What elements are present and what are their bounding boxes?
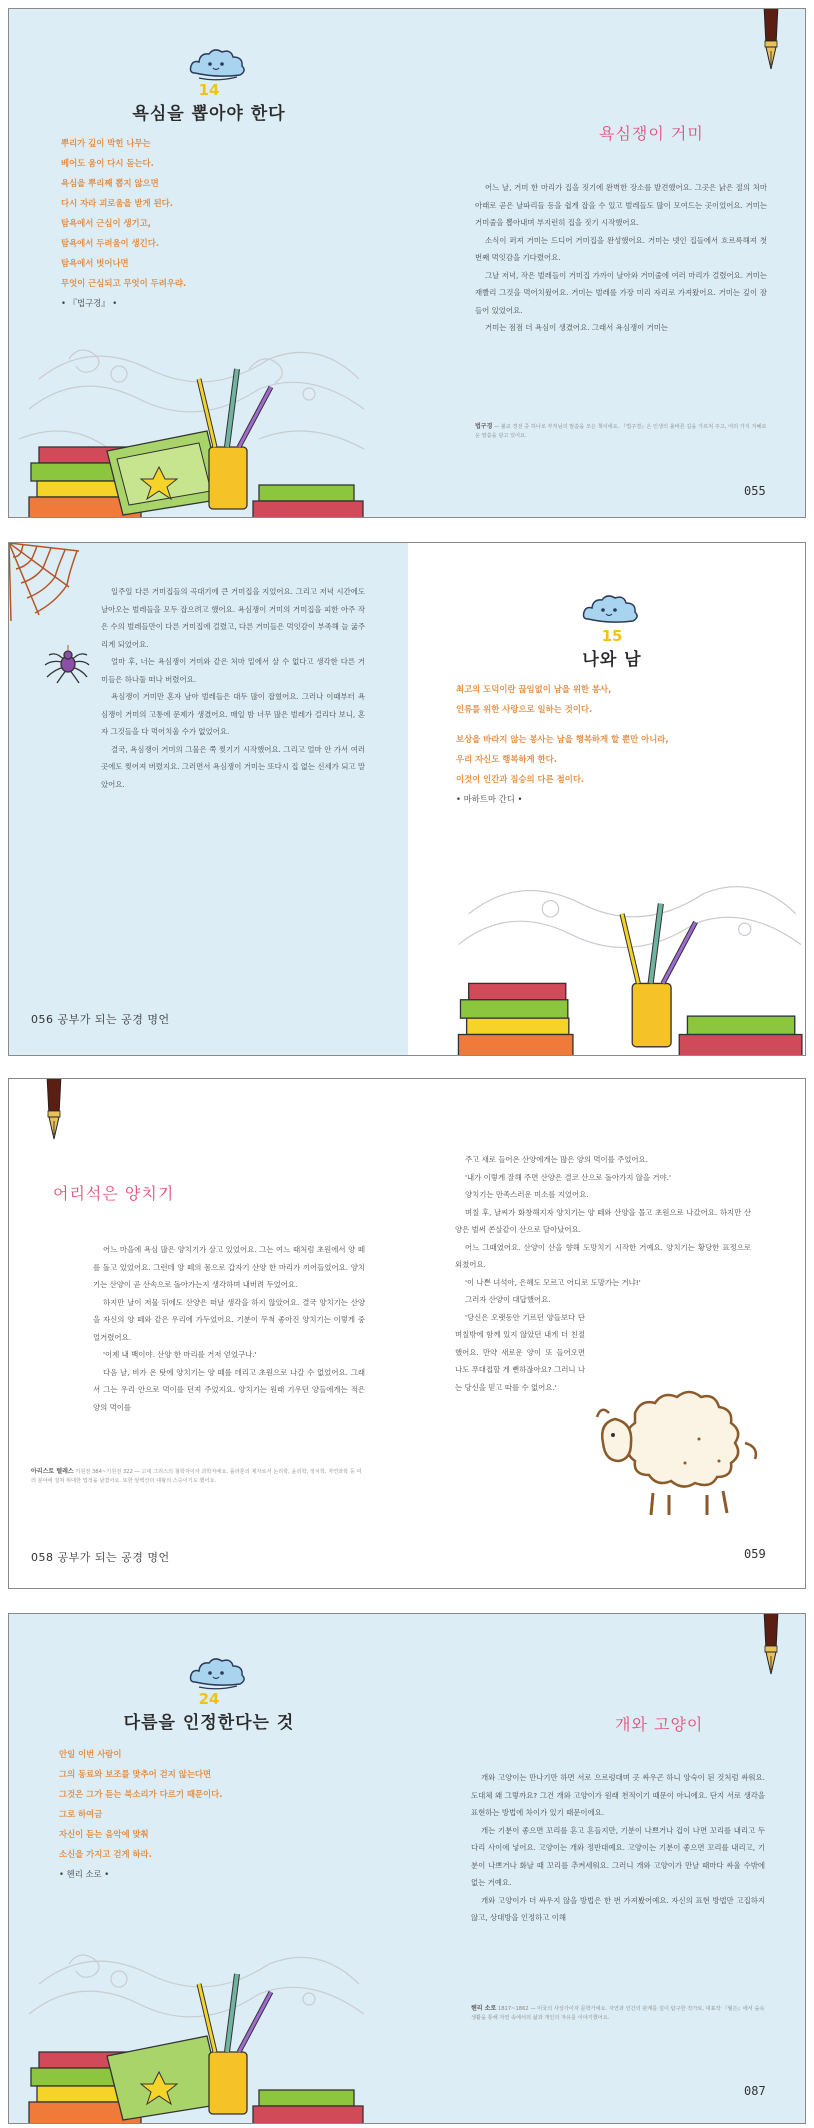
fountain-pen-icon — [754, 8, 788, 71]
paragraph: 어느 날, 거미 한 마리가 집을 짓기에 완벽한 장소를 발견했어요. 그곳은 낡은 절의 처마 아래로 곧은 날파리들 등을 쉽게 잡을 수 있고 벌레들도 많이 모여드는 곳이었어요. 거미는 거미줄을 뽑아내며 부지런히 집을 짓기 시작했어요. — [475, 183, 767, 227]
spider-web-icon — [9, 543, 81, 623]
paragraph: 거미는 점점 더 욕심이 생겼어요. 그래서 욕심쟁이 거미는 — [485, 323, 669, 332]
quote-line: 안일 이번 사람이 — [59, 1749, 122, 1759]
quote-line: 자신이 듣는 음악에 맞춰 — [59, 1829, 149, 1839]
paragraph: 개는 기분이 좋으면 꼬리를 흔고 흔들지만, 기분이 나쁘거나 겁이 나면 꼬리를 내리고 두 다리 사이에 넣어요. 고양이는 개와 정반대예요. 고양이는 기분이 좋으면 꼬리를 내리고, 기분이 나쁘거나 화날 때 꼬리를 추켜세워요. 그러니 개와 고양이가 만날 때마다 싸울 수밖에 없는 거예요. — [471, 1825, 765, 1887]
spread-page-054-055 — [8, 8, 806, 518]
quote-line: 탐욕에서 두려움이 생긴다. — [61, 238, 160, 248]
right-page — [408, 543, 806, 1055]
story-body-left — [93, 1241, 365, 1416]
chapter-title: 욕심을 뽑아야 한다 — [132, 104, 286, 124]
quote-line: 소신을 가지고 걷게 하라. — [59, 1849, 152, 1859]
quote-line: 뿌리가 깊이 박힌 나무는 — [61, 138, 151, 148]
quote-line: 무엇이 근심되고 무엇이 두려우랴. — [61, 278, 187, 288]
story-body — [471, 1769, 765, 1927]
running-head: 056 공부가 되는 공경 명언 — [31, 1013, 170, 1026]
chapter-number: 24 — [198, 1690, 220, 1708]
paragraph: 주고 새로 들어온 산양에게는 많은 양의 먹이를 주었어요. — [465, 1155, 649, 1164]
quote-line: 탐욕에서 벗어나면 — [61, 258, 129, 268]
paragraph: '내가 이렇게 잘해 주면 산양은 결코 산으로 돌아가지 않을 거야.' — [465, 1172, 672, 1182]
paragraph: 욕심쟁이 거미만 혼자 남아 벌레들은 대두 많이 잡혔어요. 그러나 이때부터 욕심쟁이 거미의 고통에 문제가 생겼어요. 매일 밤 너무 많은 벌레가 걸리다 보니, 혼자 그것들을 다 먹어치울 수가 없었어요. — [101, 692, 365, 736]
page-number: 059 — [744, 1547, 766, 1561]
books-pencils-illustration — [9, 1944, 369, 2124]
quote-line: 이것이 인간과 짐승의 다른 점이다. — [456, 774, 585, 784]
chapter-title: 나와 남 — [582, 650, 642, 670]
paragraph: 개와 고양이는 만나기만 하면 서로 으르렁대며 곳 싸우곤 하니 앙숙이 된 것처럼 싸워요. 도대체 왜 그렇까요? 그건 개와 고양이가 원래 천적이기 때문이 아니에요. 단지 서로 생각을 표현하는 방법에 차이가 있기 때문이에요. — [471, 1773, 765, 1817]
quote-block — [456, 679, 796, 809]
quote-line: 다시 자라 괴로움을 받게 된다. — [61, 198, 173, 208]
chapter-title: 다름을 인정한다는 것 — [123, 1713, 295, 1733]
quote-line: 우리 자신도 행복하게 한다. — [456, 754, 557, 764]
spread-page-086-087 — [8, 1613, 806, 2124]
footnote — [471, 2004, 765, 2023]
story-title: 욕심쟁이 거미 — [599, 124, 704, 143]
footnote-label: 법구경 — [475, 423, 493, 430]
quote-source: • 헨리 소로 • — [59, 1869, 110, 1879]
sheep-icon — [595, 1383, 765, 1518]
paragraph: '이제 내 백이야. 산양 한 마리를 거저 얻었구나.' — [103, 1350, 257, 1359]
quote-line: 욕심을 뿌리째 뽑지 않으면 — [61, 178, 159, 188]
paragraph: 얼마 후, 너는 욕심쟁이 거미와 같은 처마 밑에서 살 수 없다고 생각한 다른 거미들은 하나둘 떠나 버렸어요. — [101, 657, 365, 684]
story-title: 어리석은 양치기 — [53, 1184, 175, 1203]
footnote-text: 기원전 384~기원전 322 — 고대 그리스의 철학자이자 과학자예요. 플라톤의 제자로서 논리학, 윤리학, 정치학, 자연과학 등 여러 분야에 걸쳐 위대한 업적을 남겼어요. 또한 알렉산더 대왕의 스승이기도 했어요. — [31, 1469, 362, 1484]
paragraph: 일주일 다른 거미집들의 곡대기에 큰 거미집을 지었어요. 그리고 저녁 시간에도 날아오는 벌레들을 모두 잡으려고 했어요. 욕심쟁이 거미의 거미집을 피한 아주 작은 수의 벌레들만이 다른 거미집에 걸렸고, 다른 거미들은 먹잇감이 부족해 늘 굶주리게 되었어요. — [101, 587, 365, 649]
paragraph: '당신은 오랫동안 기르던 양들보다 단 며칠밖에 함께 있지 않았던 내게 더 친절했어요. 만약 새로운 양이 또 들어오면 나도 푸대접할 게 뻔하잖아요? 그러니 나는 당신을 믿고 따를 수 없어요.' — [455, 1312, 585, 1392]
fountain-pen-icon — [754, 1613, 788, 1676]
footnote-text: 1817~1862 — 미국의 사상가이자 문학가예요. 자연과 인간의 관계를 깊이 탐구한 작가로, 대표작 『월든』에서 숲속 생활을 통해 자연 속에서의 삶과 개인의 자유를 이야기했어요. — [471, 2006, 765, 2021]
running-head: 058 공부가 되는 공경 명언 — [31, 1551, 170, 1564]
paragraph: 결국, 욕심쟁이 거미의 그물은 쭉 찢기기 시작했어요. 그리고 얼마 안 가서 여러 곳에도 찢어져 버렸지요. 그러면서 욕심쟁이 거미는 또다시 집 없는 신세가 되고 말았어요. — [101, 744, 365, 789]
page-number: 055 — [744, 484, 766, 498]
cloud-icon — [187, 1656, 249, 1694]
cloud-icon — [187, 47, 249, 85]
paragraph: 하지만 날이 저물 뒤에도 산양은 떠날 생각을 하지 않았어요. 결국 양치기는 산양을 자신의 양 떼와 같은 우리에 가두었어요. 기분이 무척 좋아진 양치기는 이렇게 중얼거렸어요. — [93, 1297, 365, 1342]
paragraph: '이 나쁜 녀석아, 은혜도 모르고 어디로 도망가는 거냐!' — [465, 1277, 641, 1287]
chapter-number: 15 — [601, 627, 623, 645]
quote-line: 그의 동료와 보조를 맞추어 걷지 않는다면 — [59, 1769, 212, 1779]
paragraph: 며칠 후, 날씨가 화창해지자 양치기는 양 떼와 산양을 몰고 초원으로 나갔어요. 하지만 산양은 벌써 쏜살같이 산으로 달아났어요. — [455, 1207, 751, 1234]
quote-line: 그것은 그가 듣는 북소리가 다르기 때문이다. — [59, 1789, 223, 1799]
paragraph: 개와 고양이가 더 싸우지 않을 방법은 한 번 가져봤어예요. 자신의 표현 방법만 고집하지 않고, 상대방을 인정하고 이해 — [471, 1895, 765, 1922]
footnote — [31, 1467, 365, 1486]
quote-line: 탐욕에서 근심이 생기고, — [61, 218, 151, 228]
quote-source: • 『법구경』 • — [61, 298, 118, 308]
quote-line: 베어도 움이 다시 돋는다. — [61, 158, 154, 168]
story-title: 개와 고양이 — [615, 1715, 704, 1734]
footnote-text: — 불교 경전 중 하나로 부처님의 말씀을 모은 책이에요. 『법구경』은 인생의 올바른 길을 가르쳐 주고, 여러 가지 지혜로운 말씀을 담고 있어요. — [475, 424, 767, 439]
paragraph: 그날 저녁, 작은 벌레들이 거미집 가까이 날아와 거미줄에 여러 마리가 걸렸어요. 거미는 재빨리 그것을 먹어치웠어요. 거미는 벌레를 가장 미리 자리로 가져왔어요. 거미는 깊이 잠 들어 있었어요. — [475, 270, 767, 315]
story-body-continued — [101, 583, 365, 793]
paragraph: 양치기는 만족스러운 미소를 지었어요. — [465, 1190, 589, 1199]
spread-page-056-057 — [8, 542, 806, 1056]
books-pencils-illustration — [9, 339, 369, 518]
quote-source: • 마하트마 간디 • — [456, 794, 523, 804]
left-page — [9, 543, 408, 1055]
page-number: 087 — [744, 2084, 766, 2098]
paragraph: 어느 마을에 욕심 많은 양치기가 살고 있었어요. 그는 여느 때처럼 초원에서 양 떼를 돌고 있었어요. 그런데 양 떼의 몸으로 갑자기 산양 한 마리가 끼어들었어요. 양치기는 산양이 곧 산속으로 돌아가는지 생각하며 내버려 두었어요. — [93, 1245, 365, 1289]
fountain-pen-icon — [37, 1078, 71, 1141]
quote-block — [59, 1744, 359, 1884]
story-body — [475, 179, 767, 337]
footnote-label: 헨리 소로 — [471, 2005, 497, 2012]
spider-icon — [43, 645, 91, 685]
chapter-number: 14 — [198, 81, 220, 99]
paragraph: 소식이 퍼져 거미는 드디어 거미집을 완성했어요. 거미는 넷인 집들에서 흐르륵해져 첫 번째 먹잇감을 기다렸어요. — [475, 235, 767, 262]
story-body-right — [455, 1151, 751, 1396]
quote-block — [61, 133, 341, 313]
footnote — [475, 422, 767, 441]
spread-page-058-059 — [8, 1078, 806, 1589]
quote-line: 그로 하여금 — [59, 1809, 103, 1819]
paragraph: 어느 그때였어요. 산양이 산을 향해 도망치기 시작한 거예요. 양치기는 황당한 표정으로 외쳤어요. — [455, 1242, 751, 1269]
paragraph: 다음 날, 비가 온 탓에 양치기는 양 떼를 데리고 초원으로 나갈 수 없었어요. 그래서 그는 우리 안으로 먹이를 던져 주었지요. 양치기는 원래 기우던 양들에게는 적은 양의 먹이를 — [93, 1367, 365, 1412]
paragraph: 그러자 산양이 대답했어요. — [465, 1295, 551, 1304]
cloud-icon — [580, 593, 642, 631]
books-pencils-illustration — [438, 873, 806, 1056]
quote-line: 보상을 바라지 않는 봉사는 남을 행복하게 할 뿐만 아니라, — [456, 734, 669, 744]
quote-line: 최고의 도덕이란 끊임없이 남을 위한 봉사, — [456, 684, 612, 694]
quote-line: 인류를 위한 사랑으로 일하는 것이다. — [456, 704, 593, 714]
footnote-label: 아리스토 텔레스 — [31, 1468, 74, 1475]
